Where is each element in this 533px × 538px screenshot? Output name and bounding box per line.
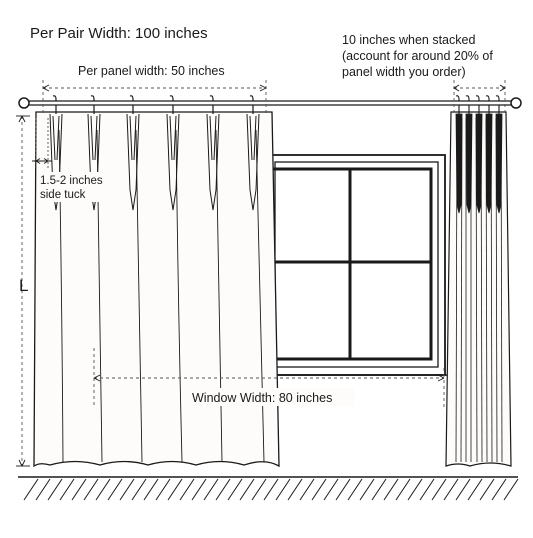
rod-finial-right [511, 98, 521, 108]
side-tuck-label-line2: side tuck [40, 189, 86, 201]
side-tuck-label-line1: 1.5-2 inches [40, 175, 103, 187]
length-label: L [19, 276, 29, 295]
stacked-pleat [476, 114, 482, 213]
stacked-pleat [496, 114, 502, 213]
floor-hatch-line [132, 479, 146, 500]
floor-hatch-line [180, 479, 194, 500]
stacked-pleat [486, 114, 492, 213]
stacked-note-line2: (account for around 20% of [342, 49, 493, 63]
floor-hatch-line [264, 479, 278, 500]
floor-hatch-line [48, 479, 62, 500]
floor-hatch-line [456, 479, 470, 500]
panel-width-dimension [43, 80, 266, 116]
floor-hatch-line [288, 479, 302, 500]
floor-hatch-line [84, 479, 98, 500]
floor-hatch-line [276, 479, 290, 500]
stacked-pleat [456, 114, 462, 213]
floor-hatch-line [504, 479, 518, 500]
floor-hatch-line [432, 479, 446, 500]
left-curtain-panel [34, 96, 279, 466]
floor-hatch-line [492, 479, 506, 500]
floor-hatch-line [468, 479, 482, 500]
floor-hatch-line [120, 479, 134, 500]
floor-hatch-line [144, 479, 158, 500]
window [262, 155, 451, 375]
floor-hatch-line [408, 479, 422, 500]
panel-width-label: Per panel width: 50 inches [78, 64, 225, 78]
floor-hatch-line [108, 479, 122, 500]
floor-hatch-line [168, 479, 182, 500]
floor-hatch-line [60, 479, 74, 500]
floor-hatch-line [252, 479, 266, 500]
floor-hatch-line [480, 479, 494, 500]
pair-width-label: Per Pair Width: 100 inches [30, 25, 208, 42]
floor-hatch-line [300, 479, 314, 500]
floor-hatch-line [216, 479, 230, 500]
floor-hatch-line [156, 479, 170, 500]
floor-hatch-line [204, 479, 218, 500]
floor-hatch-line [72, 479, 86, 500]
floor-hatch-line [396, 479, 410, 500]
floor-hatch-line [36, 479, 50, 500]
floor-hatch-line [384, 479, 398, 500]
floor-hatch-line [240, 479, 254, 500]
floor-hatch-line [360, 479, 374, 500]
floor-hatch-line [312, 479, 326, 500]
window-outer-frame [268, 155, 445, 375]
stacked-pleat [466, 114, 472, 213]
floor-hatch-line [192, 479, 206, 500]
floor-hatch-line [348, 479, 362, 500]
stacked-note-line3: panel width you order) [342, 65, 466, 79]
floor-hatch-line [444, 479, 458, 500]
rod-finial-left [19, 98, 29, 108]
stacked-curtain-panel [446, 96, 511, 466]
window-width-label: Window Width: 80 inches [192, 391, 333, 405]
stacked-note-line1: 10 inches when stacked [342, 33, 476, 47]
floor-hatch-line [96, 479, 110, 500]
floor-hatch-line [24, 479, 38, 500]
floor-hatch-line [324, 479, 338, 500]
floor-hatching [24, 479, 518, 500]
floor-hatch-line [336, 479, 350, 500]
floor [18, 477, 518, 500]
floor-hatch-line [228, 479, 242, 500]
floor-hatch-line [420, 479, 434, 500]
window-inner-frame [275, 162, 438, 367]
floor-hatch-line [372, 479, 386, 500]
